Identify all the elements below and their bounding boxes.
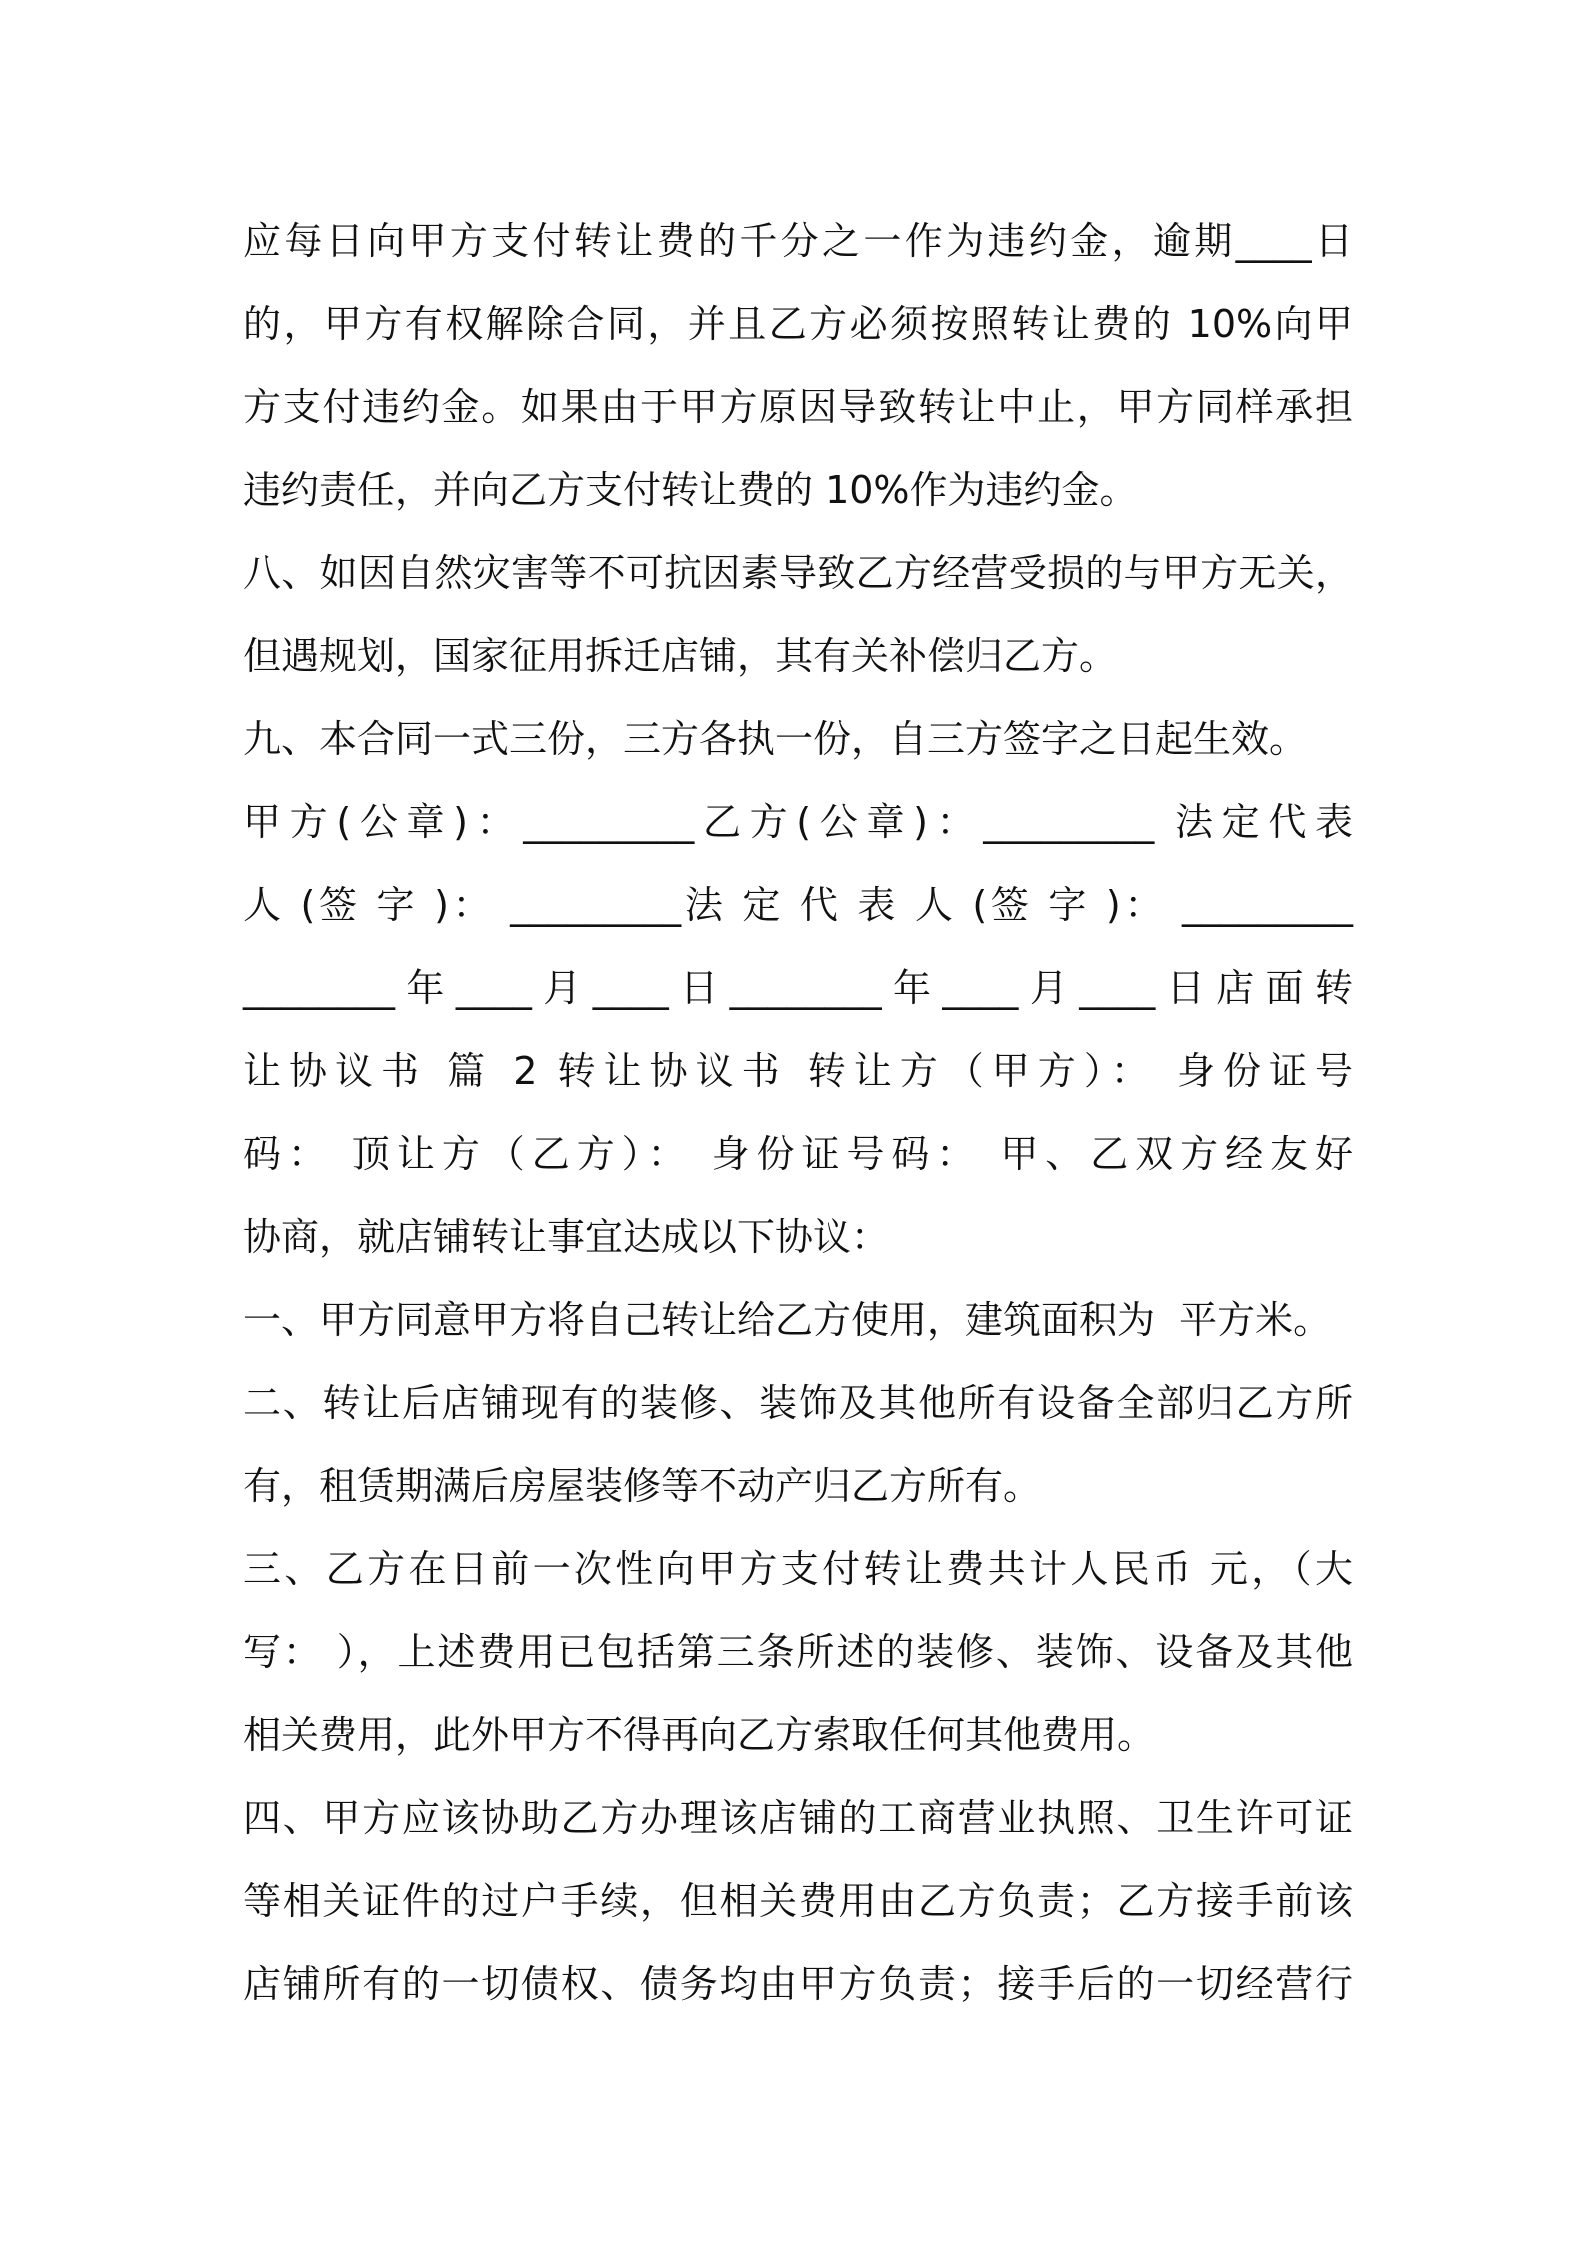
text-line: 码： 顶让方（乙方）： 身份证号码： 甲、乙双方经友好 xyxy=(243,1132,1353,1176)
text-line: 一、甲方同意甲方将自己转让给乙方使用，建筑面积为 平方米。 xyxy=(243,1298,1332,1342)
document-body xyxy=(243,200,1353,2026)
text-line: 但遇规划，国家征用拆迁店铺，其有关补偿归乙方。 xyxy=(243,634,1118,678)
text-line: 八、如因自然灾害等不可抗因素导致乙方经营受损的与甲方无关， xyxy=(243,551,1353,595)
text-line: 协商，就店铺转让事宜达成以下协议： xyxy=(243,1215,890,1259)
signature-line: 甲方(公章)：_________乙方(公章)：_________ 法定代表 xyxy=(243,800,1353,844)
text-line: 三、乙方在日前一次性向甲方支付转让费共计人民币 元，（大 xyxy=(243,1547,1353,1591)
text-line: 方支付违约金。如果由于甲方原因导致转让中止，甲方同样承担 xyxy=(243,385,1353,429)
text-line: 有，租赁期满后房屋装修等不动产归乙方所有。 xyxy=(243,1464,1042,1508)
signature-line: 人 (签 字 )： _________法 定 代 表 人 (签 字 )： _________ xyxy=(243,883,1353,927)
text-line: 写： ），上述费用已包括第三条所述的装修、装饰、设备及其他 xyxy=(243,1630,1353,1674)
text-line: 九、本合同一式三份，三方各执一份，自三方签字之日起生效。 xyxy=(243,717,1308,761)
text-line: 违约责任，并向乙方支付转让费的 10%作为违约金。 xyxy=(243,468,1138,512)
text-line: 店铺所有的一切债权、债务均由甲方负责；接手后的一切经营行 xyxy=(243,1962,1353,2006)
text-line: 相关费用，此外甲方不得再向乙方索取任何其他费用。 xyxy=(243,1713,1156,1757)
section-heading-line: 让协议书 篇 2 转让协议书 转让方（甲方）： 身份证号 xyxy=(243,1049,1353,1093)
text-line: 等相关证件的过户手续，但相关费用由乙方负责；乙方接手前该 xyxy=(243,1879,1353,1923)
text-line: 四、甲方应该协助乙方办理该店铺的工商营业执照、卫生许可证 xyxy=(243,1796,1353,1840)
text-line: 二、转让后店铺现有的装修、装饰及其他所有设备全部归乙方所 xyxy=(243,1381,1353,1425)
text-line: 应每日向甲方支付转让费的千分之一作为违约金，逾期____日 xyxy=(243,219,1353,263)
date-line: ________年____月____日________年____月____日店面转 xyxy=(243,966,1353,1010)
text-line: 的，甲方有权解除合同，并且乙方必须按照转让费的 10%向甲 xyxy=(243,302,1353,346)
